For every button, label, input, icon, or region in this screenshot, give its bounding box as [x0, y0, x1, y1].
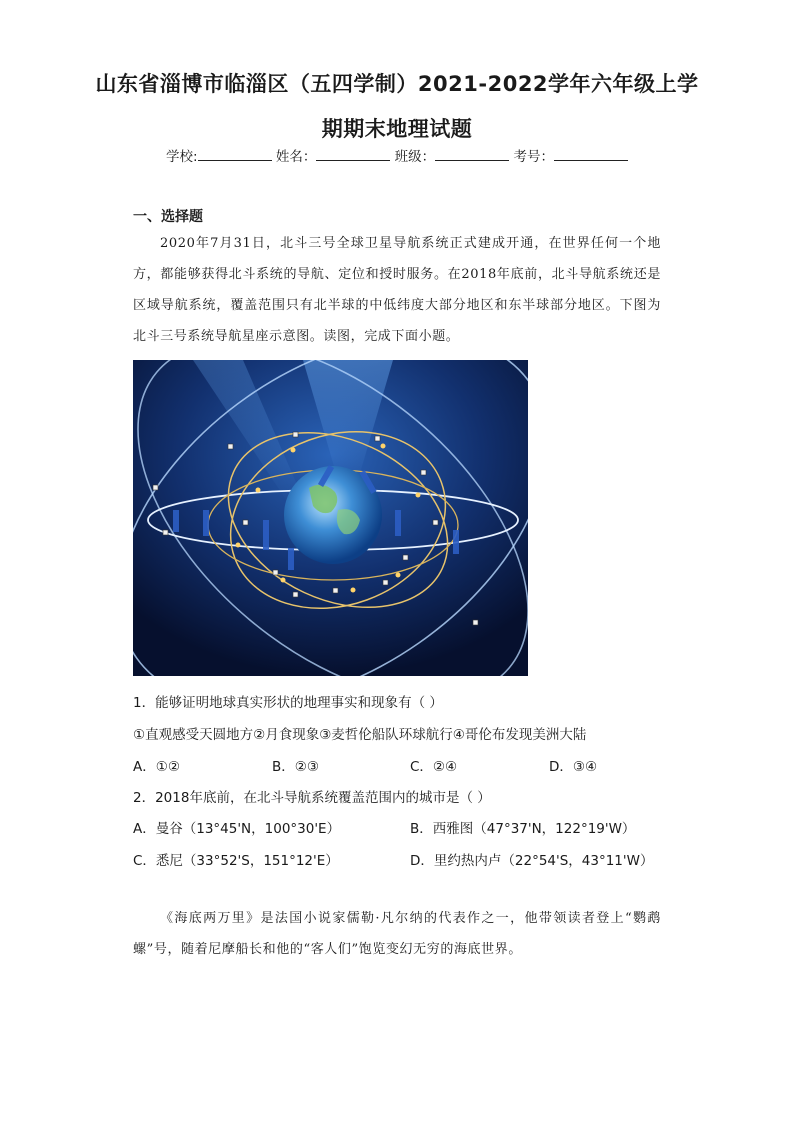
student-info-line	[0, 145, 794, 165]
question-1-option-b: B．②③	[272, 759, 319, 775]
beidou-constellation-figure	[133, 360, 528, 676]
constellation-illustration	[133, 360, 528, 676]
section-heading: 一、选择题	[133, 209, 203, 225]
question-1-statements: ①直观感受天圆地方②月食现象③麦哲伦船队环球航行④哥伦布发现美洲大陆	[133, 727, 587, 743]
question-1-option-d: D．③④	[549, 759, 598, 775]
question-1-stem: 1．能够证明地球真实形状的地理事实和现象有（ ）	[133, 695, 443, 711]
question-2-option-a: A．曼谷（13°45'N，100°30'E）	[133, 821, 341, 837]
question-2-option-c: C．悉尼（33°52'S，151°12'E）	[133, 853, 339, 869]
school-label: 学校:	[166, 149, 198, 165]
document-title-line-2: 期期末地理试题	[321, 117, 473, 141]
question-1-option-a: A．①②	[133, 759, 180, 775]
exam-number-label: 考号：	[513, 149, 554, 165]
passage-2-paragraph: 《海底两万里》是法国小说家儒勒·凡尔纳的代表作之一，他带领读者登上“鹦鹉螺”号，随着尼摩船长和他的“客人们”饱览变幻无穷的海底世界。	[133, 911, 661, 957]
question-2-option-d: D．里约热内卢（22°54'S，43°11'W）	[410, 853, 654, 869]
school-blank	[198, 146, 272, 161]
name-label: 姓名：	[275, 149, 317, 165]
name-blank	[316, 146, 390, 161]
question-2-option-b: B．西雅图（47°37'N，122°19'W）	[410, 821, 636, 837]
exam-number-blank	[554, 146, 628, 161]
intro-paragraph: 2020年7月31日，北斗三号全球卫星导航系统正式建成开通，在世界任何一个地方，都能够获得北斗系统的导航、定位和授时服务。在2018年底前，北斗导航系统还是区域导航系统，覆盖范围只有北半球的中低纬度大部分地区和东半球部分地区。下图为北斗三号系统导航星座示意图。读图，完成下面小题。	[133, 236, 661, 344]
class-blank	[435, 146, 509, 161]
class-label: 班级：	[394, 149, 436, 165]
question-2-stem: 2．2018年底前，在北斗导航系统覆盖范围内的城市是（ ）	[133, 790, 491, 806]
document-title-line-1: 山东省淄博市临淄区（五四学制）2021-2022学年六年级上学	[95, 72, 699, 96]
question-1-option-c: C．②④	[410, 759, 458, 775]
